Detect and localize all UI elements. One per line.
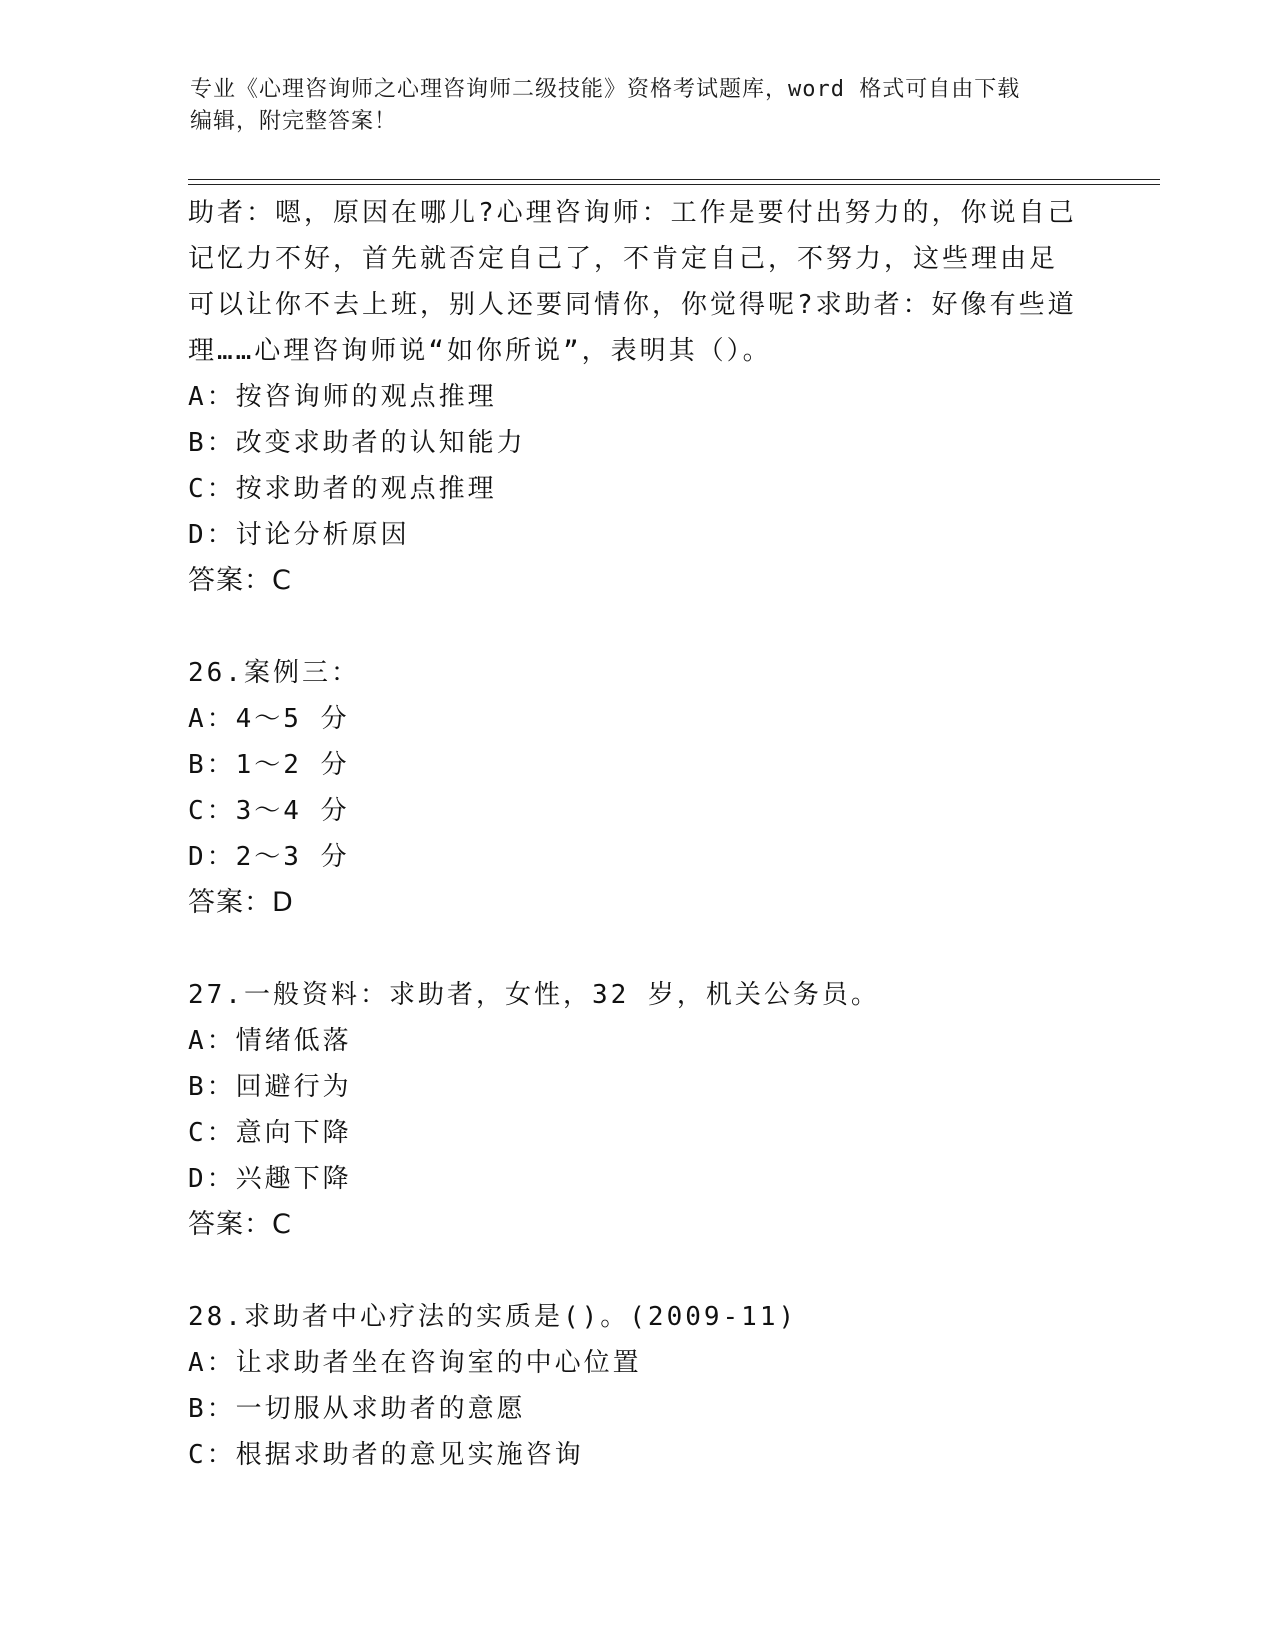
option-d: D：兴趣下降 — [188, 1164, 352, 1194]
question-title: 27.一般资料：求助者，女性，32 岁，机关公务员。 — [188, 980, 880, 1010]
question-28 — [188, 1294, 1088, 1478]
option-c: C：3～4 分 — [188, 796, 350, 826]
question-27 — [188, 972, 1088, 1248]
option-b: B：改变求助者的认知能力 — [188, 428, 526, 458]
option-c: C：根据求助者的意见实施咨询 — [188, 1440, 584, 1470]
option-a: A：按咨询师的观点推理 — [188, 382, 497, 412]
answer-label: 答案：C — [188, 565, 292, 596]
question-text-line: 可以让你不去上班，别人还要同情你，你觉得呢?求助者：好像有些道 — [188, 290, 1077, 320]
option-c: C：按求助者的观点推理 — [188, 474, 497, 504]
question-text-line: 助者：嗯，原因在哪儿?心理咨询师：工作是要付出努力的，你说自己 — [188, 198, 1077, 228]
document-header — [190, 74, 1090, 138]
spacer — [188, 926, 1088, 972]
spacer — [188, 604, 1088, 650]
header-divider-top — [188, 179, 1160, 180]
question-title: 26.案例三： — [188, 658, 360, 688]
header-line-2: 编辑，附完整答案！ — [190, 109, 398, 134]
option-a: A：情绪低落 — [188, 1026, 352, 1056]
question-content — [188, 190, 1088, 1478]
header-line-1: 专业《心理咨询师之心理咨询师二级技能》资格考试题库，word 格式可自由下载 — [190, 77, 1021, 102]
question-25 — [188, 190, 1088, 604]
question-text-line: 理……心理咨询师说“如你所说”，表明其（）。 — [188, 336, 772, 366]
option-d: D：2～3 分 — [188, 842, 350, 872]
option-d: D：讨论分析原因 — [188, 520, 410, 550]
option-b: B：回避行为 — [188, 1072, 352, 1102]
spacer — [188, 1248, 1088, 1294]
option-a: A：4～5 分 — [188, 704, 350, 734]
answer-label: 答案：C — [188, 1209, 292, 1240]
option-b: B：1～2 分 — [188, 750, 350, 780]
answer-label: 答案：D — [188, 887, 294, 918]
option-a: A：让求助者坐在咨询室的中心位置 — [188, 1348, 642, 1378]
question-text-line: 记忆力不好，首先就否定自己了，不肯定自己，不努力，这些理由足 — [188, 244, 1059, 274]
option-b: B：一切服从求助者的意愿 — [188, 1394, 526, 1424]
question-title: 28.求助者中心疗法的实质是()。(2009-11) — [188, 1302, 798, 1332]
option-c: C：意向下降 — [188, 1118, 352, 1148]
question-26 — [188, 650, 1088, 926]
header-divider-bottom — [188, 184, 1160, 185]
